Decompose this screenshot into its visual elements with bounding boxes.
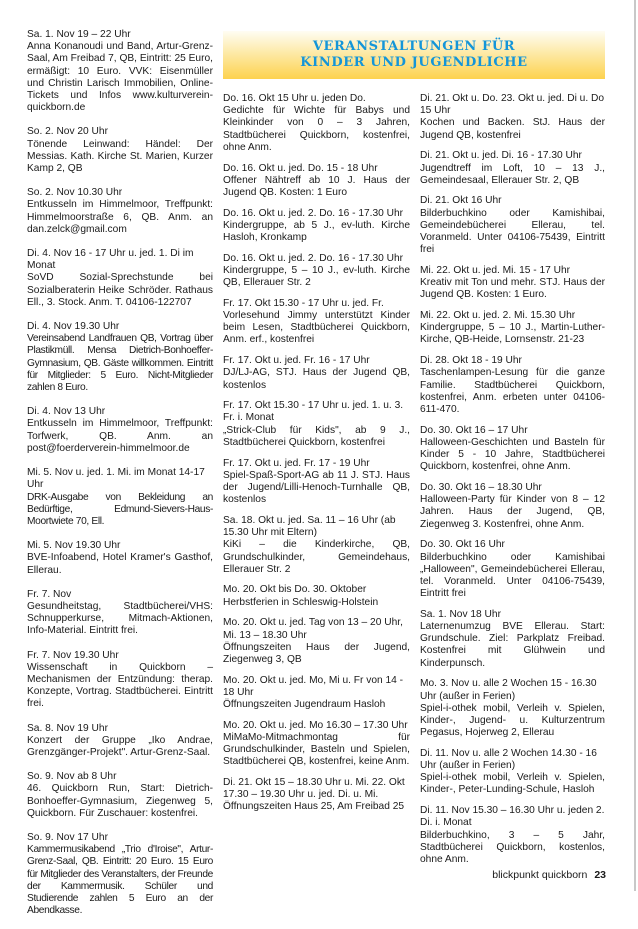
event-description: BVE-Infoabend, Hotel Kramer's Gasthof, Ellerau. <box>27 552 213 576</box>
event-entry <box>27 650 213 711</box>
event-description: Spiel-Spaß-Sport-AG ab 11 J. STJ. Haus der Jugend/Lilli-Henoch-Turnhalle QB, kostenlos <box>223 469 410 506</box>
event-entry <box>223 720 410 769</box>
event-date-time: Do. 30. Okt 16 – 17 Uhr <box>420 424 528 436</box>
event-date-time: Di. 11. Nov 15.30 – 16.30 Uhr u. jeden 2. Di. i. Monat <box>420 805 605 829</box>
event-date-time: Di. 11. Nov u. alle 2 Wochen 14.30 - 16 Uhr (außer in Ferien) <box>420 747 597 772</box>
event-description: Kindergruppe, 5 – 10 J., ev-luth. Kirche QB, Ellerauer Str. 2 <box>223 264 410 289</box>
event-entry <box>223 93 410 154</box>
event-date-time: Do. 16. Okt u. jed. 2. Do. 16 - 17.30 Uhr <box>223 207 404 219</box>
event-entry <box>223 458 410 507</box>
event-entry <box>420 265 605 302</box>
event-date-time: Di. 4. Nov 13 Uhr <box>27 406 106 418</box>
event-description: Jugendtreff im Loft, 10 – 13 J., Gemeindesaal, Ellerauer Str. 2, QB <box>420 162 605 186</box>
event-description: MiMaMo-Mitmachmontag für Grundschulkinder, Basteln und Spielen, Stadtbücherei QB, kostenfrei, keine Anm. <box>223 731 410 768</box>
event-entry <box>27 540 213 577</box>
publication-name: blickpunkt quickborn <box>492 869 588 881</box>
event-description: Bilderbuchkino oder Kamishibai, Gemeindebücherei Ellerau, tel. Voranmeld. Unter 04106-75439, Eintritt frei <box>420 207 605 256</box>
event-entry <box>223 584 410 608</box>
event-date-time: Do. 30. Okt 16 Uhr <box>420 539 505 551</box>
event-date-time: So. 2. Nov 20 Uhr <box>27 126 108 138</box>
event-entry <box>27 29 213 114</box>
event-description: Kochen und Backen. StJ. Haus der Jugend QB, kostenfrei <box>420 117 605 141</box>
event-date-time: Fr. 7. Nov 19.30 Uhr <box>27 649 119 661</box>
event-entry <box>420 425 605 474</box>
event-date-time: Di. 4. Nov 19.30 Uhr <box>27 321 120 333</box>
event-date-time: So. 9. Nov ab 8 Uhr <box>27 771 117 783</box>
event-date-time: Do. 16. Okt 15 Uhr u. jeden Do. <box>223 93 366 104</box>
event-date-time: Fr. 7. Nov <box>27 588 72 600</box>
event-date-time: Do. 16. Okt u. jed. Do. 15 - 18 Uhr <box>223 162 378 174</box>
event-date-time: Sa. 1. Nov 18 Uhr <box>420 608 501 620</box>
event-entry <box>420 539 605 600</box>
event-entry <box>223 355 410 392</box>
event-entry <box>27 771 213 820</box>
event-date-time: Mi. 22. Okt u. jed. Mi. 15 - 17 Uhr <box>420 264 571 276</box>
event-description: KiKi – die Kinderkirche, QB, Grundschulkinder, Gemeindehaus, Ellerauer Str. 2 <box>223 539 410 575</box>
event-date-time: Fr. 17. Okt 15.30 - 17 Uhr u. jed. 1. u. 3. Fr. i. Monat <box>223 400 404 424</box>
event-entry <box>420 355 605 416</box>
event-entry <box>27 832 213 917</box>
event-description: Wissenschaft in Quickborn – Mechanismen der Entzündung: therap. Konzepte, Vortrag. Stadtbücherei. Eintritt frei. <box>27 661 213 710</box>
event-entry <box>223 515 410 576</box>
event-description: Vereinsabend Landfrauen QB, Vortrag über Plastikmüll. Mensa Dietrich-Bonhoeffer-Gymnasium, QB. Gäste willkommen. Eintritt für Mitglieder: 5 Euro. Nicht-Mitglieder zahlen 8 Euro. <box>27 333 213 394</box>
event-date-time: Mo. 20. Okt u. jed. Tag von 13 – 20 Uhr, Mi. 13 – 18.30 Uhr <box>223 617 403 641</box>
event-entry <box>223 298 410 347</box>
event-date-time: Sa. 8. Nov 19 Uhr <box>27 722 108 734</box>
event-description: Kreativ mit Ton und mehr. STJ. Haus der Jugend QB. Kosten: 1 Euro. <box>420 277 605 301</box>
event-entry <box>223 617 410 666</box>
event-date-time: Do. 30. Okt 16 – 18.30 Uhr <box>420 481 542 493</box>
event-date-time: So. 2. Nov 10.30 Uhr <box>27 187 123 199</box>
event-description: Bilderbuchkino, 3 – 5 Jahr, Stadtbücherei Quickborn, kostenlos, ohne Anm. <box>420 829 605 865</box>
event-entry <box>420 482 605 531</box>
event-entry <box>420 609 605 670</box>
event-description: Spiel-i-othek mobil, Verleih v. Spielen, Kinder-, Jugend- u. Kulturzentrum Pegasus, Hojerweg 2, Ellerau <box>420 702 605 739</box>
page-number: 23 <box>594 869 606 881</box>
section-title-line-1: VERANSTALTUNGEN FÜR <box>312 39 516 54</box>
event-entry <box>420 805 605 866</box>
event-date-time: Di. 21. Okt 16 Uhr <box>420 195 502 207</box>
event-date-time: Fr. 17. Okt u. jed. Fr. 17 - 19 Uhr <box>223 457 370 469</box>
event-description: „Strick-Club für Kids", ab 9 J., Stadtbücherei Quickborn, kostenfrei <box>223 424 410 448</box>
event-column-middle <box>223 93 410 822</box>
event-description: Halloween-Geschichten und Basteln für Kinder 5 - 10 Jahre, Stadtbücherei Quickborn, kostenfrei, ohne Anm. <box>420 436 605 473</box>
event-description: Gesundheitstag, Stadtbücherei/VHS: Schnupperkurse, Mitmach-Aktionen, Info-Material. Eintritt frei. <box>27 600 213 637</box>
event-column-left <box>27 29 213 929</box>
event-entry <box>223 208 410 245</box>
event-description: Anna Konanoudi und Band, Artur-Grenz-Saal, Am Freibad 7, QB, Eintritt: 25 Euro, ermäßigt: 10 Euro. VVK: Eisenmüller und Christin Larisch Immobilien, Online-Tickets und Infos www.kulturverein-quickborn.de <box>27 41 213 114</box>
event-entry <box>420 93 605 142</box>
event-entry <box>420 678 605 739</box>
page-edge-divider <box>634 0 636 891</box>
event-description: Gedichte für Wichte für Babys und Kleinkinder von 0 – 3 Jahren, Stadtbücherei Quickborn, kostenfrei, ohne Anm. <box>223 105 410 153</box>
event-description: Laternenumzug BVE Ellerau. Start: Grundschule. Ziel: Parkplatz Freibad. Kostenfrei mit Glühwein und Kinderpunsch. <box>420 621 605 669</box>
section-title-line-2: KINDER UND JUGENDLICHE <box>300 55 528 70</box>
page-footer <box>492 869 606 881</box>
event-entry <box>223 163 410 200</box>
event-description: Entkusseln im Himmelmoor, Treffpunkt: Torfwerk, QB. Anm. an post@foerderverein-himmelmoor.de <box>27 418 213 454</box>
event-entry <box>420 195 605 256</box>
event-entry <box>420 748 605 797</box>
event-entry <box>223 253 410 290</box>
event-description: Öffnungszeiten Jugendraum Hasloh <box>223 699 386 711</box>
event-date-time: Mi. 5. Nov 19.30 Uhr <box>27 540 121 552</box>
event-date-time: Mi. 5. Nov u. jed. 1. Mi. im Monat 14-17 Uhr <box>27 467 205 491</box>
event-entry <box>27 406 213 455</box>
event-description: Herbstferien in Schleswig-Holstein <box>223 596 379 608</box>
event-entry <box>27 321 213 394</box>
event-date-time: Mo. 20. Okt bis Do. 30. Oktober <box>223 584 367 596</box>
event-date-time: Di. 21. Okt 15 – 18.30 Uhr u. Mi. 22. Okt 17.30 – 19.30 Uhr u. jed. Di. u. Mi. <box>223 777 405 801</box>
event-date-time: So. 9. Nov 17 Uhr <box>27 831 108 843</box>
event-entry <box>27 248 213 309</box>
event-entry <box>223 400 410 449</box>
event-date-time: Di. 21. Okt u. Do. 23. Okt u. jed. Di u. Do 15 Uhr <box>420 93 605 117</box>
event-description: Konzert der Gruppe „Iko Andrae, Grenzgänger-Projekt". Artur-Grenz-Saal. <box>27 734 213 758</box>
event-description: DRK-Ausgabe von Bekleidung an Bedürftige, Edmund-Sievers-Haus-Moortwiete 70, Ell. <box>27 491 213 527</box>
event-date-time: Mo. 20. Okt u. jed. Mo 16.30 – 17.30 Uhr <box>223 719 408 731</box>
event-description: Kindergruppe, 5 – 10 J., Martin-Luther-Kirche, QB-Heide, Lornsenstr. 21-23 <box>420 322 605 346</box>
event-description: Offener Nähtreff ab 10 J. Haus der Jugend QB. Kosten: 1 Euro <box>223 174 410 198</box>
event-entry <box>420 150 605 187</box>
event-entry <box>223 675 410 712</box>
event-date-time: Fr. 17. Okt 15.30 - 17 Uhr u. jed. Fr. <box>223 297 384 309</box>
event-description: Kammermusikabend „Trio d'Iroise", Artur-Grenz-Saal, QB. Eintritt: 20 Euro. 15 Euro für Mitglieder des Veranstalters, der Freunde der Kammermusik. Schüler und Studierende zahlen 5 Euro an der Abendkasse. <box>27 844 213 917</box>
event-date-time: Mo. 3. Nov u. alle 2 Wochen 15 - 16.30 Uhr (außer in Ferien) <box>420 678 597 702</box>
event-entry <box>27 723 213 760</box>
event-description: Halloween-Party für Kinder von 8 – 12 Jahren. Haus der Jugend, QB, Ziegenweg 3. Kostenfrei, ohne Anm. <box>420 494 605 530</box>
event-description: Spiel-i-othek mobil, Verleih v. Spielen, Kinder-, Peter-Lunding-Schule, Hasloh <box>420 772 605 796</box>
event-date-time: Do. 16. Okt u. jed. 2. Do. 16 - 17.30 Uhr <box>223 252 404 264</box>
event-date-time: Sa. 18. Okt u. jed. Sa. 11 – 16 Uhr (ab 15.30 Uhr mit Eltern) <box>223 514 396 539</box>
event-description: Kindergruppe, ab 5 J., ev-luth. Kirche Hasloh, Kronkamp <box>223 219 410 244</box>
event-date-time: Di. 28. Okt 18 - 19 Uhr <box>420 355 522 367</box>
event-date-time: Sa. 1. Nov 19 – 22 Uhr <box>27 29 131 40</box>
event-entry <box>27 467 213 528</box>
event-date-time: Mi. 22. Okt u. jed. 2. Mi. 15.30 Uhr <box>420 310 576 322</box>
event-entry <box>27 187 213 236</box>
event-description: 46. Quickborn Run, Start: Dietrich-Bonhoeffer-Gymnasium, Ziegenweg 5, Quickborn. Für Zuschauer: kostenfrei. <box>27 783 213 819</box>
section-header-banner <box>223 31 605 79</box>
event-description: Tönende Leinwand: Händel: Der Messias. Kath. Kirche St. Marien, Kurzer Kamp 2, QB <box>27 138 213 175</box>
event-date-time: Di. 21. Okt u. jed. Di. 16 - 17.30 Uhr <box>420 150 582 162</box>
event-description: Entkusseln im Himmelmoor, Treffpunkt: Himmelmoorstraße 6, QB. Anm. an dan.zelck@gmail.com <box>27 199 213 235</box>
event-description: Öffnungszeiten Haus 25, Am Freibad 25 <box>223 801 405 813</box>
event-entry <box>27 126 213 175</box>
event-entry <box>420 310 605 347</box>
event-description: Taschenlampen-Lesung für die ganze Familie. Stadtbücherei Quickborn, kostenfrei, Anm. erbeten unter 04106-611-470. <box>420 367 605 415</box>
event-date-time: Fr. 17. Okt u. jed. Fr. 16 - 17 Uhr <box>223 355 370 367</box>
event-column-right <box>420 93 605 875</box>
event-entry <box>223 777 410 814</box>
event-description: Bilderbuchkino oder Kamishibai „Halloween", Gemeindebücherei Ellerau, tel. Voranmeld. Unter 04106-75439, Eintritt frei <box>420 551 605 600</box>
event-description: SoVD Sozial-Sprechstunde bei Sozialberaterin Heike Schröder. Rathaus Ell., 3. Stock. Anm. T. 04106-122707 <box>27 272 213 308</box>
event-description: Vorlesehund Jimmy unterstützt Kinder beim Lesen, Stadtbücherei Quickborn, Anm. erf., kostenfrei <box>223 310 410 346</box>
event-description: Öffnungszeiten Haus der Jugend, Ziegenweg 3, QB <box>223 641 410 665</box>
event-description: DJ/LJ-AG, STJ. Haus der Jugend QB, kostenlos <box>223 367 410 391</box>
event-date-time: Di. 4. Nov 16 - 17 Uhr u. jed. 1. Di im Monat <box>27 248 194 272</box>
event-date-time: Mo. 20. Okt u. jed. Mo, Mi u. Fr von 14 - 18 Uhr <box>223 674 404 698</box>
event-entry <box>27 589 213 638</box>
